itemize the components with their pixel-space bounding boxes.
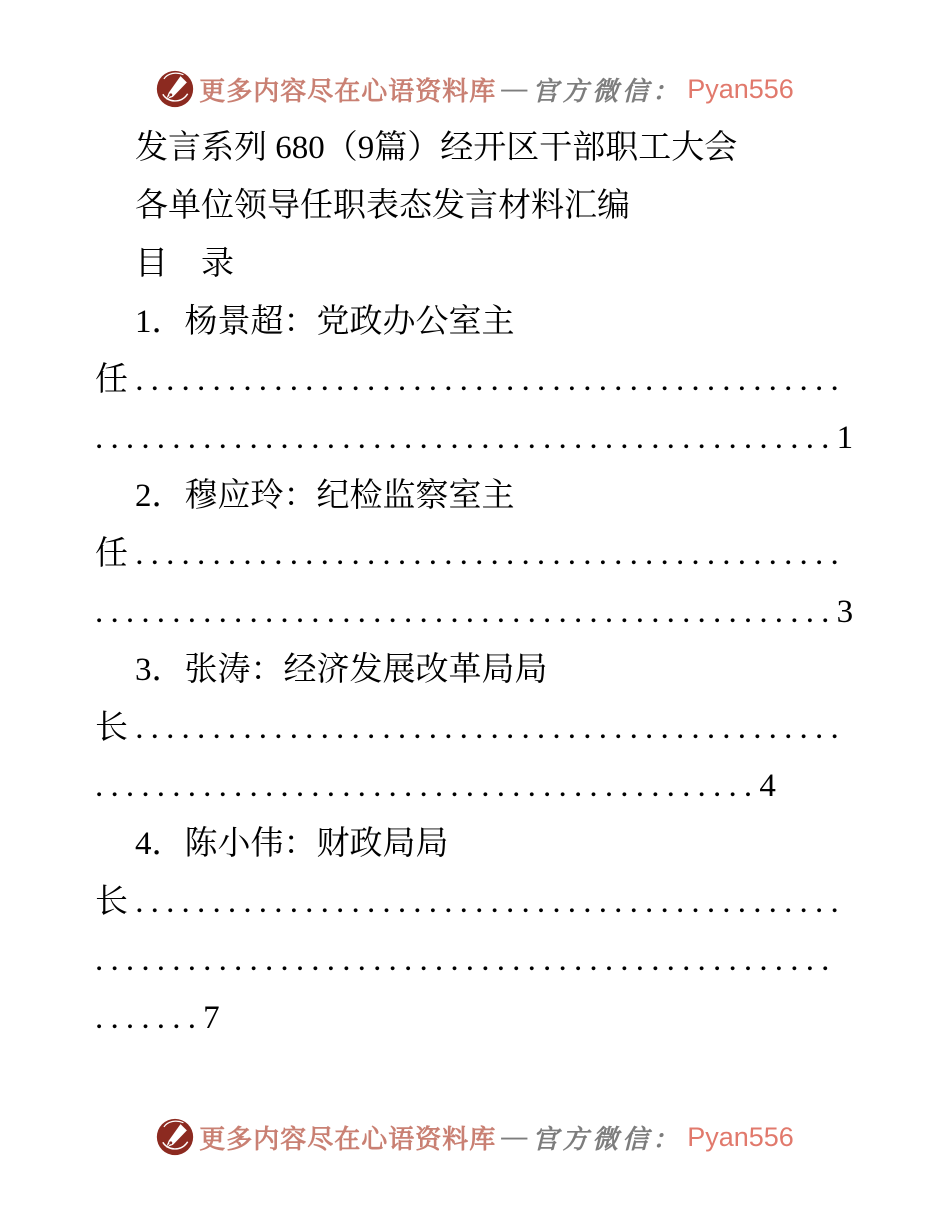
watermark-brand-text: 更多内容尽在心语资料库	[199, 76, 497, 106]
watermark-wechat-id: Pyan556	[687, 73, 794, 104]
toc-entry-3-page: ...........................................4	[95, 768, 784, 804]
header-watermark	[0, 70, 950, 108]
toc-heading: 目 录	[135, 246, 234, 282]
toc-content	[95, 119, 861, 1047]
title-line-2: 各单位领导任职表态发言材料汇编	[135, 188, 630, 224]
toc-entry-4-title: 4．陈小伟：财政局局	[135, 826, 449, 862]
watermark-dash: —	[501, 1122, 528, 1151]
toc-entry-1-page: ................................................1	[95, 420, 861, 456]
watermark-wechat-label: 官方微信：	[532, 1124, 683, 1154]
footer-watermark	[0, 1118, 950, 1156]
toc-entry-4-leader: 长..............................................	[95, 884, 846, 920]
toc-entry-3-title: 3．张涛：经济发展改革局局	[135, 652, 548, 688]
toc-entry-4-dots: ................................................	[95, 942, 837, 978]
toc-entry-2-title: 2．穆应玲：纪检监察室主	[135, 478, 515, 514]
title-line-1: 发言系列 680（9篇）经开区干部职工大会	[135, 130, 738, 166]
watermark-wechat-id: Pyan556	[687, 1121, 794, 1152]
pen-nib-badge-icon	[156, 70, 194, 108]
toc-entry-2-leader: 任..............................................	[95, 536, 846, 572]
toc-entry-2-page: ................................................3	[95, 594, 861, 630]
toc-entry-1-leader: 任..............................................	[95, 362, 846, 398]
watermark-wechat-label: 官方微信：	[532, 76, 683, 106]
toc-entry-4-page: .......7	[95, 1000, 227, 1036]
toc-entry-3-leader: 长..............................................	[95, 710, 846, 746]
toc-entry-1-title: 1．杨景超：党政办公室主	[135, 304, 515, 340]
watermark-brand-text: 更多内容尽在心语资料库	[199, 1124, 497, 1154]
pen-nib-badge-icon	[156, 1118, 194, 1156]
watermark-dash: —	[501, 74, 528, 103]
